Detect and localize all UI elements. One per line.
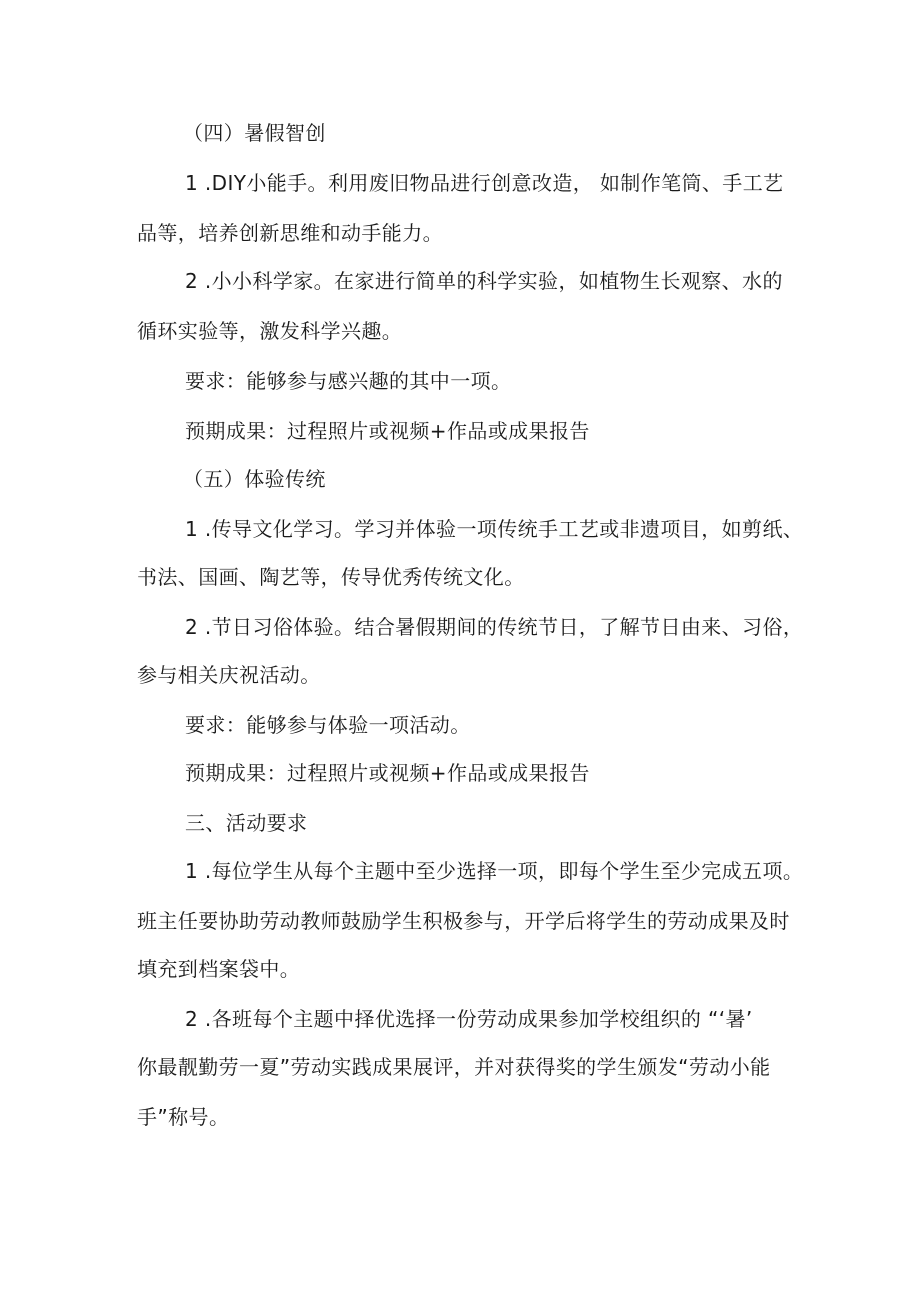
section4-outcome: 预期成果：过程照片或视频+作品或成果报告 xyxy=(185,419,590,443)
section3-item1-line2: 班主任要协助劳动教师鼓励学生积极参与，开学后将学生的劳动成果及时 xyxy=(137,909,790,933)
section4-item2-line2: 循环实验等，激发科学兴趣。 xyxy=(137,319,403,343)
section3-item1-line3: 填充到档案袋中。 xyxy=(137,957,301,981)
section4-item2-line1: 2 .小小科学家。在家进行简单的科学实验，如植物生长观察、水的 xyxy=(185,269,783,293)
section5-requirement: 要求：能够参与体验一项活动。 xyxy=(185,713,471,737)
section4-item1-line2: 品等，培养创新思维和动手能力。 xyxy=(137,221,443,245)
section5-item2-line1: 2 .节日习俗体验。结合暑假期间的传统节日，了解节日由来、习俗， xyxy=(185,615,804,639)
section5-item1-line1: 1 .传导文化学习。学习并体验一项传统手工艺或非遗项目，如剪纸、 xyxy=(185,517,804,541)
section5-heading: （五）体验传统 xyxy=(183,467,326,491)
section4-heading: （四）暑假智创 xyxy=(183,121,326,145)
section5-item1-line2: 书法、国画、陶艺等，传导优秀传统文化。 xyxy=(137,565,525,589)
section4-requirement: 要求：能够参与感兴趣的其中一项。 xyxy=(185,369,512,393)
section3-item2-line3: 手”称号。 xyxy=(137,1105,230,1129)
section5-item2-line2: 参与相关庆祝活动。 xyxy=(137,663,321,687)
section3-heading: 三、活动要求 xyxy=(185,811,308,835)
section5-outcome: 预期成果：过程照片或视频+作品或成果报告 xyxy=(185,761,590,785)
section3-item2-line1: 2 .各班每个主题中择优选择一份劳动成果参加学校组织的 “‘暑’ xyxy=(185,1007,753,1031)
section4-item1-line1: 1 .DIY小能手。利用废旧物品进行创意改造， 如制作笔筒、手工艺 xyxy=(185,171,784,195)
section3-item1-line1: 1 .每位学生从每个主题中至少选择一项，即每个学生至少完成五项。 xyxy=(185,859,804,883)
section3-item2-line2: 你最靓勤劳一夏”劳动实践成果展评，并对获得奖的学生颁发“劳动小能 xyxy=(137,1055,771,1079)
